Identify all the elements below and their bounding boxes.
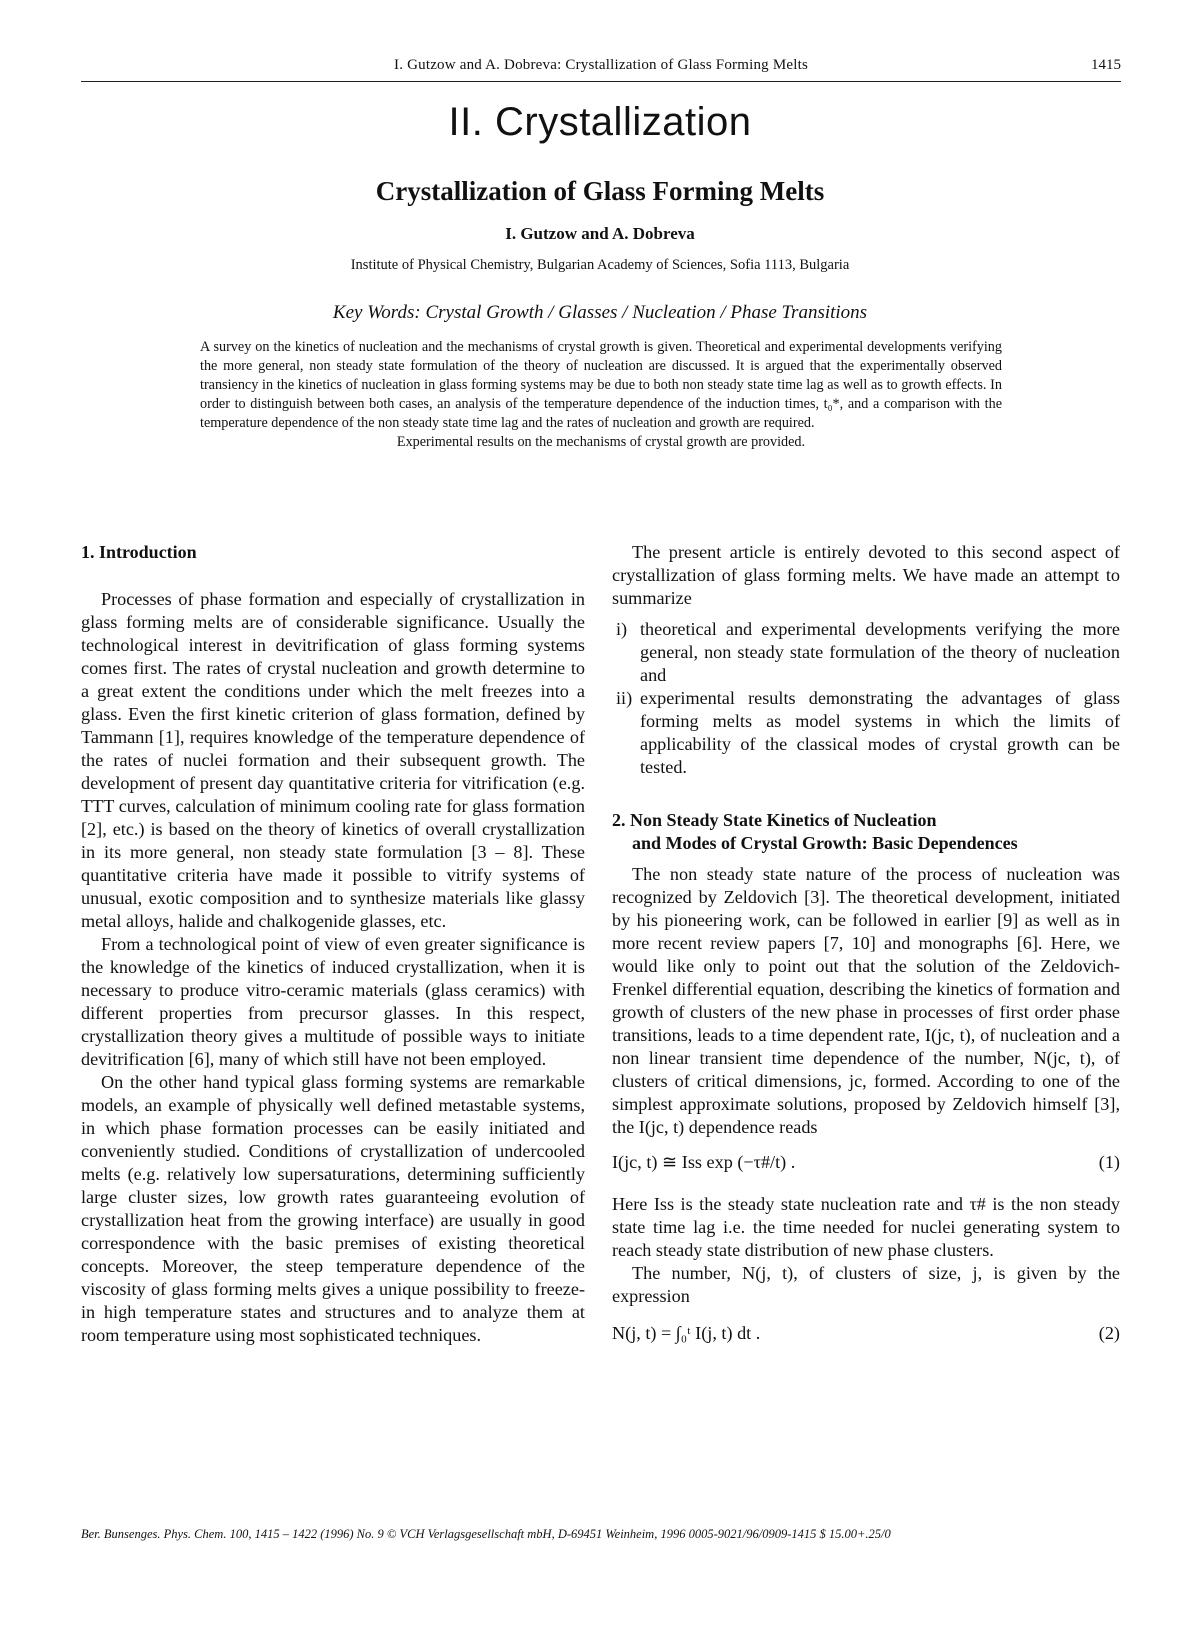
intro-paragraph-1: Processes of phase formation and especially of crystallization in glass forming melts are of considerable significance. Usually the technological interest in devitrification of glass forming systems comes first. The rates of crystal nucleation and growth determine to a great extent the conditions under which the melt freezes into a glass. Even the first kinetic criterion of glass formation, defined by Tammann [1], requires knowledge of the temperature dependence of the rates of nuclei formation and their subsequent growth. The development of present day quantitative criteria for vitrification (e.g. TTT curves, calculation of minimum cooling rate for glass formation [2], etc.) is based on the theory of kinetics of overall crystallization in its more general, non steady state formulation [3 – 8]. These quantitative criteria have made it possible to vitrify systems of unusual, exotic composition and to synthesize materials like glassy metal alloys, halide and chalkogenide glasses, etc. bbox=[81, 589, 585, 931]
equation-2-number: (2) bbox=[1098, 1323, 1120, 1343]
section-heading-2 bbox=[612, 809, 1120, 855]
intro-paragraph-3: On the other hand typical glass forming systems are remarkable models, an example of physically well defined metastable systems, in which phase formation processes can be easily initiated and conveniently studied. Conditions of crystallization of undercooled melts (e.g. relatively low supersaturations, determining sufficiently large cluster sizes, low growth rates guaranteeing evolution of crystallization heat from the growing interface) are usually in good correspondence with the basic premises of existing theoretical concepts. Moreover, the steep temperature dependence of the viscosity of glass forming melts gives a unique possibility to freeze-in high temperature states and structures and to analyze them at room temperature using most sophisticated techniques. bbox=[81, 1072, 585, 1345]
equation-1-number: (1) bbox=[1098, 1152, 1120, 1172]
intro-paragraph-2: From a technological point of view of even greater significance is the knowledge of the kinetics of induced crystallization, when it is necessary to produce vitro-ceramic materials (glass ceramics) with different properties from precursor glasses. In this respect, crystallization theory gives a multitude of possible ways to initiate devitrification [6], many of which still have not been employed. bbox=[81, 934, 585, 1069]
right-paragraph-4: The number, N(j, t), of clusters of size, j, is given by the expression bbox=[612, 1263, 1120, 1306]
keywords: Key Words: Crystal Growth / Glasses / Nucleation / Phase Transitions bbox=[332, 302, 868, 323]
authors: I. Gutzow and A. Dobreva bbox=[505, 224, 695, 243]
equation-2 bbox=[612, 1322, 1120, 1352]
equation-1-body: I(jc, t) ≅ Iss exp (−τ#/t) . bbox=[612, 1152, 796, 1172]
right-paragraph-3: Here Iss is the steady state nucleation rate and τ# is the non steady state time lag i.e. the time needed for nuclei generating system to reach steady state distribution of new phase clusters. bbox=[612, 1194, 1120, 1260]
page-number: 1415 bbox=[1091, 57, 1121, 73]
running-head bbox=[81, 55, 1121, 82]
abstract-text: A survey on the kinetics of nucleation and the mechanisms of crystal growth is given. Theoretical and experimental developments verifying the more general, non steady state formulation of the theory of nucleation are discussed. It is argued that the experimentally observed transiency in the kinetics of nucleation in glass forming systems may be due to both non steady state time lag as well as to growth effects. In order to distinguish between both cases, an analysis of the temperature dependence of the induction times, t₀*, and a comparison with the temperature dependence of the non steady state time lag and the rates of nucleation and growth are required. bbox=[200, 339, 1002, 431]
section-heading-2-line-1: 2. Non Steady State Kinetics of Nucleation bbox=[612, 810, 937, 830]
section-title: II. Crystallization bbox=[448, 100, 752, 144]
list-item bbox=[612, 618, 1120, 687]
right-paragraph-2: The non steady state nature of the process of nucleation was recognized by Zeldovich [3]. The theoretical development, initiated by his pioneering work, can be followed in earlier [9] as well as in more recent review papers [7, 10] and monographs [6]. Here, we would like only to point out that the solution of the Zeldovich-Frenkel differential equation, describing the kinetics of formation and growth of clusters of the new phase in processes of first order phase transitions, leads to a time dependent rate, I(jc, t), of nucleation and a non linear transient time dependence of the number, N(jc, t), of clusters of critical dimensions, jc, formed. According to one of the simplest approximate solutions, proposed by Zeldovich himself [3], the I(jc, t) dependence reads bbox=[612, 864, 1120, 1137]
equation-2-body: N(j, t) = ∫₀ᵗ I(j, t) dt . bbox=[612, 1323, 761, 1343]
section-heading-introduction: 1. Introduction bbox=[81, 542, 197, 562]
footer-citation: Ber. Bunsenges. Phys. Chem. 100, 1415 – 1422 (1996) No. 9 © VCH Verlagsgesellschaft mbH, D-69451 Weinheim, 1996 0005-9021/96/0909-1415 $ 15.00+.25/0 bbox=[81, 1527, 891, 1541]
list-item-text: theoretical and experimental developments verifying the more general, non steady state formulation of the theory of nucleation and bbox=[640, 619, 1120, 685]
list-item-label: ii) bbox=[616, 688, 633, 708]
equation-1 bbox=[612, 1151, 1120, 1181]
right-paragraph-1: The present article is entirely devoted to this second aspect of crystallization of glass forming melts. We have made an attempt to summarize bbox=[612, 542, 1120, 608]
abstract bbox=[200, 338, 1002, 452]
abstract-last-line: Experimental results on the mechanisms of crystal growth are provided. bbox=[396, 434, 806, 450]
list-item-text: experimental results demonstrating the advantages of glass forming melts as model systems in which the limits of applicability of the classical modes of crystal growth can be tested. bbox=[640, 688, 1120, 777]
list-item-label: i) bbox=[616, 619, 628, 639]
section-heading-2-line-2: and Modes of Crystal Growth: Basic Dependences bbox=[632, 833, 1018, 853]
affiliation: Institute of Physical Chemistry, Bulgarian Academy of Sciences, Sofia 1113, Bulgaria bbox=[350, 257, 850, 273]
article-title: Crystallization of Glass Forming Melts bbox=[375, 176, 825, 206]
list-item bbox=[612, 687, 1120, 779]
left-column bbox=[81, 541, 585, 1347]
running-title: I. Gutzow and A. Dobreva: Crystallization of Glass Forming Melts bbox=[394, 57, 808, 73]
right-column bbox=[612, 541, 1120, 1352]
